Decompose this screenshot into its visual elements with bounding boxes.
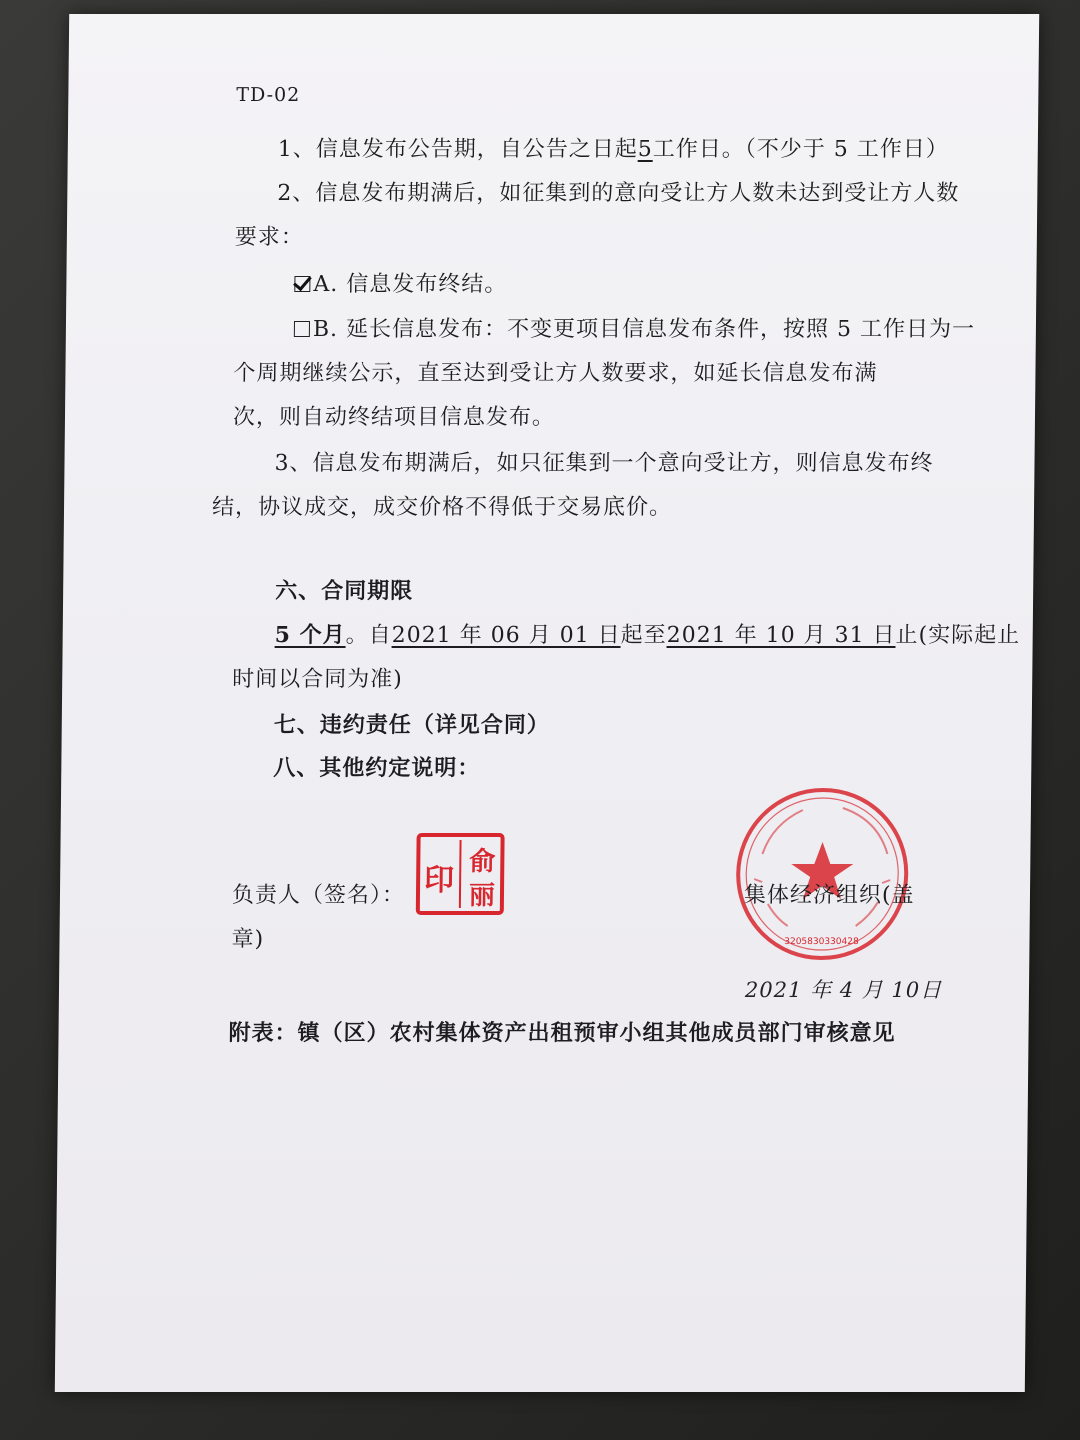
section-6-title: 六、合同期限	[275, 578, 414, 604]
section-7-title: 七、违约责任（详见合同）	[273, 712, 550, 738]
document-page	[55, 14, 1039, 1392]
handwritten-date: 2021 年 4 月 10日	[744, 978, 943, 1002]
seal-char-3: 印	[423, 863, 455, 898]
doc-code: TD-02	[236, 84, 301, 106]
item-3-line-1: 3、信息发布期满后，如只征集到一个意向受让方，则信息发布终	[274, 451, 934, 476]
item-3-line-2: 结，协议成交，成交价格不得低于交易底价。	[211, 495, 673, 520]
org-label-line-2: 章)	[231, 927, 265, 952]
item-1: 1、信息发布公告期，自公告之日起5工作日。（不少于 5 工作日）	[277, 137, 949, 162]
org-label: 集体经济组织(盖	[743, 883, 915, 908]
option-b-line-1: B. 延长信息发布：不变更项目信息发布条件，按照 5 工作日为一	[294, 312, 975, 343]
seal-char-2: 丽	[468, 881, 496, 911]
signer-label: 负责人（签名）：	[231, 883, 406, 908]
option-a: A. 信息发布终结。	[294, 267, 507, 298]
contract-term-line-2: 时间以合同为准)	[232, 667, 403, 692]
checkbox-checked-icon	[294, 276, 310, 292]
seal-number: 3205830330428	[784, 937, 859, 947]
contract-term: 5 个月。自2021 年 06 月 01 日起至2021 年 10 月 31 日止(实际起止	[274, 622, 1021, 648]
section-8-title: 八、其他约定说明：	[273, 755, 481, 781]
seal-char-1: 俞	[469, 847, 496, 877]
organization-round-seal	[731, 784, 913, 964]
option-b-line-2: 个周期继续公示，直至达到受让方人数要求，如延长信息发布满	[233, 361, 878, 386]
checkbox-unchecked-icon	[294, 321, 310, 337]
item-2-line-2: 要求：	[234, 225, 305, 250]
item-2-line-1: 2、信息发布期满后，如征集到的意向受让方人数未达到受让方人数	[277, 181, 960, 206]
option-b-line-3: 次，则自动终结项目信息发布。	[232, 405, 556, 430]
personal-seal	[415, 832, 506, 916]
attachment-note: 附表：镇（区）农村集体资产出租预审小组其他成员部门审核意见	[228, 1020, 896, 1046]
